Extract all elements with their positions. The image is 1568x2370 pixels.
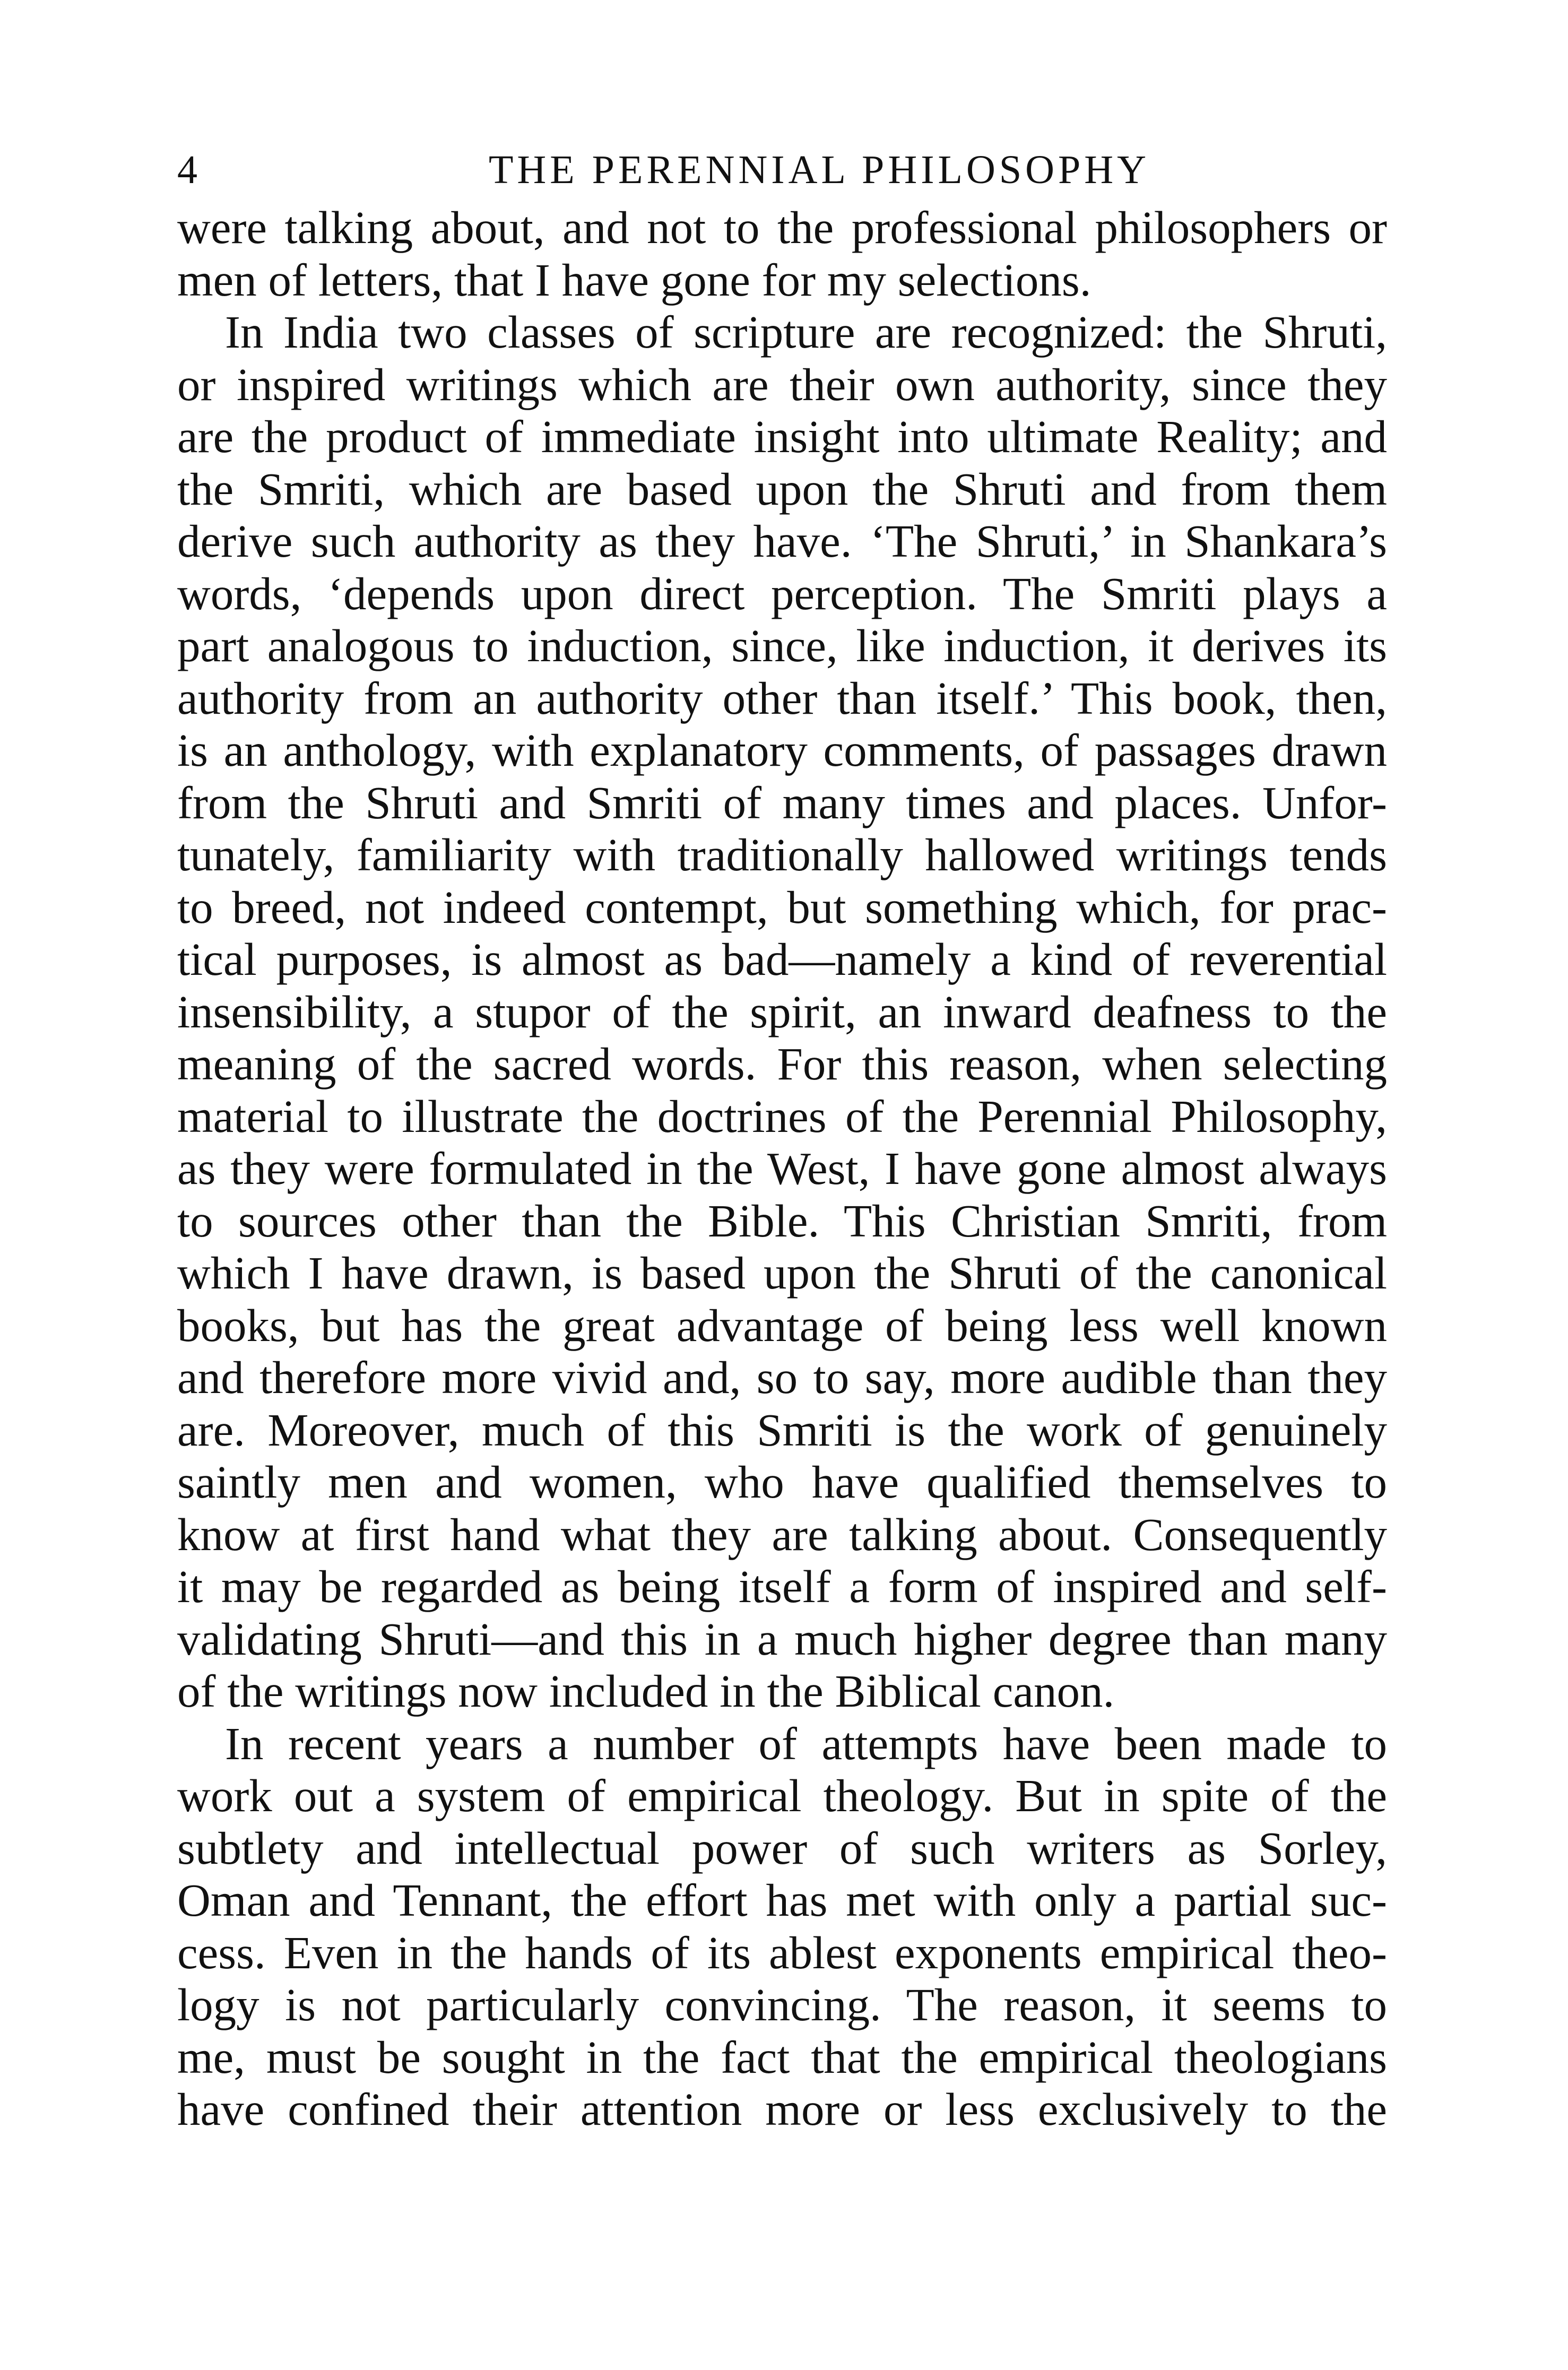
running-head [177, 138, 1387, 202]
text-line: meaning of the sacred words. For this reason, when selecting [177, 1038, 1387, 1089]
text-line: In India two classes of scripture are recognized: the Shruti, [225, 306, 1387, 358]
book-page [177, 138, 1387, 2136]
text-line: insensibility, a stupor of the spirit, an inward deafness to the [177, 985, 1387, 1037]
text-line: which I have drawn, is based upon the Shruti of the canonical [177, 1247, 1387, 1299]
text-line: and therefore more vivid and, so to say, more audible than they [177, 1352, 1387, 1403]
text-line: In recent years a number of attempts have been made to [225, 1717, 1387, 1769]
text-line: saintly men and women, who have qualified themselves to [177, 1456, 1387, 1508]
text-line: work out a system of empirical theology. But in spite of the [177, 1770, 1387, 1821]
text-line: words, ‘depends upon direct perception. The Smriti plays a [177, 567, 1387, 619]
text-line: tunately, familiarity with traditionally hallowed writings tends [177, 829, 1387, 880]
text-line: or inspired writings which are their own authority, since they [177, 358, 1387, 410]
text-line: material to illustrate the doctrines of the Perennial Philosophy, [177, 1090, 1387, 1142]
text-line: part analogous to induction, since, like induction, it derives its [177, 620, 1387, 671]
text-line: is an anthology, with explanatory comments, of passages drawn [177, 724, 1387, 776]
text-line: as they were formulated in the West, I have gone almost always [177, 1143, 1387, 1194]
text-line: Oman and Tennant, the effort has met with only a partial suc- [177, 1874, 1387, 1926]
text-line: the Smriti, which are based upon the Shruti and from them [177, 463, 1387, 515]
text-line: me, must be sought in the fact that the empirical theologians [177, 2031, 1387, 2083]
text-line: subtlety and intellectual power of such writers as Sorley, [177, 1822, 1387, 1874]
text-line: are the product of immediate insight into ultimate Reality; and [177, 411, 1387, 462]
body-text [177, 202, 1387, 2136]
text-line: books, but has the great advantage of being less well known [177, 1299, 1387, 1351]
text-line: of the writings now included in the Biblical canon. [177, 1665, 1115, 1717]
text-line: men of letters, that I have gone for my selections. [177, 254, 1091, 306]
text-line: have confined their attention more or less exclusively to the [177, 2083, 1387, 2135]
text-line: logy is not particularly convincing. The reason, it seems to [177, 1979, 1387, 2030]
text-line: validating Shruti—and this in a much higher degree than many [177, 1613, 1387, 1665]
text-line: to breed, not indeed contempt, but something which, for prac- [177, 881, 1387, 933]
text-line: tical purposes, is almost as bad—namely a kind of reverential [177, 933, 1387, 985]
text-line: cess. Even in the hands of its ablest exponents empirical theo- [177, 1926, 1387, 1978]
text-line: know at first hand what they are talking about. Consequently [177, 1508, 1387, 1560]
text-line: derive such authority as they have. ‘The Shruti,’ in Shankara’s [177, 515, 1387, 567]
text-line: authority from an authority other than itself.’ This book, then, [177, 672, 1387, 724]
running-title: THE PERENNIAL PHILOSOPHY [488, 148, 1150, 192]
text-line: were talking about, and not to the professional philosophers or [177, 202, 1387, 253]
text-line: from the Shruti and Smriti of many times and places. Unfor- [177, 776, 1387, 828]
text-line: are. Moreover, much of this Smriti is the work of genuinely [177, 1404, 1387, 1456]
page-number: 4 [177, 148, 197, 192]
text-line: to sources other than the Bible. This Christian Smriti, from [177, 1195, 1387, 1247]
text-line: it may be regarded as being itself a form of inspired and self- [177, 1561, 1387, 1612]
